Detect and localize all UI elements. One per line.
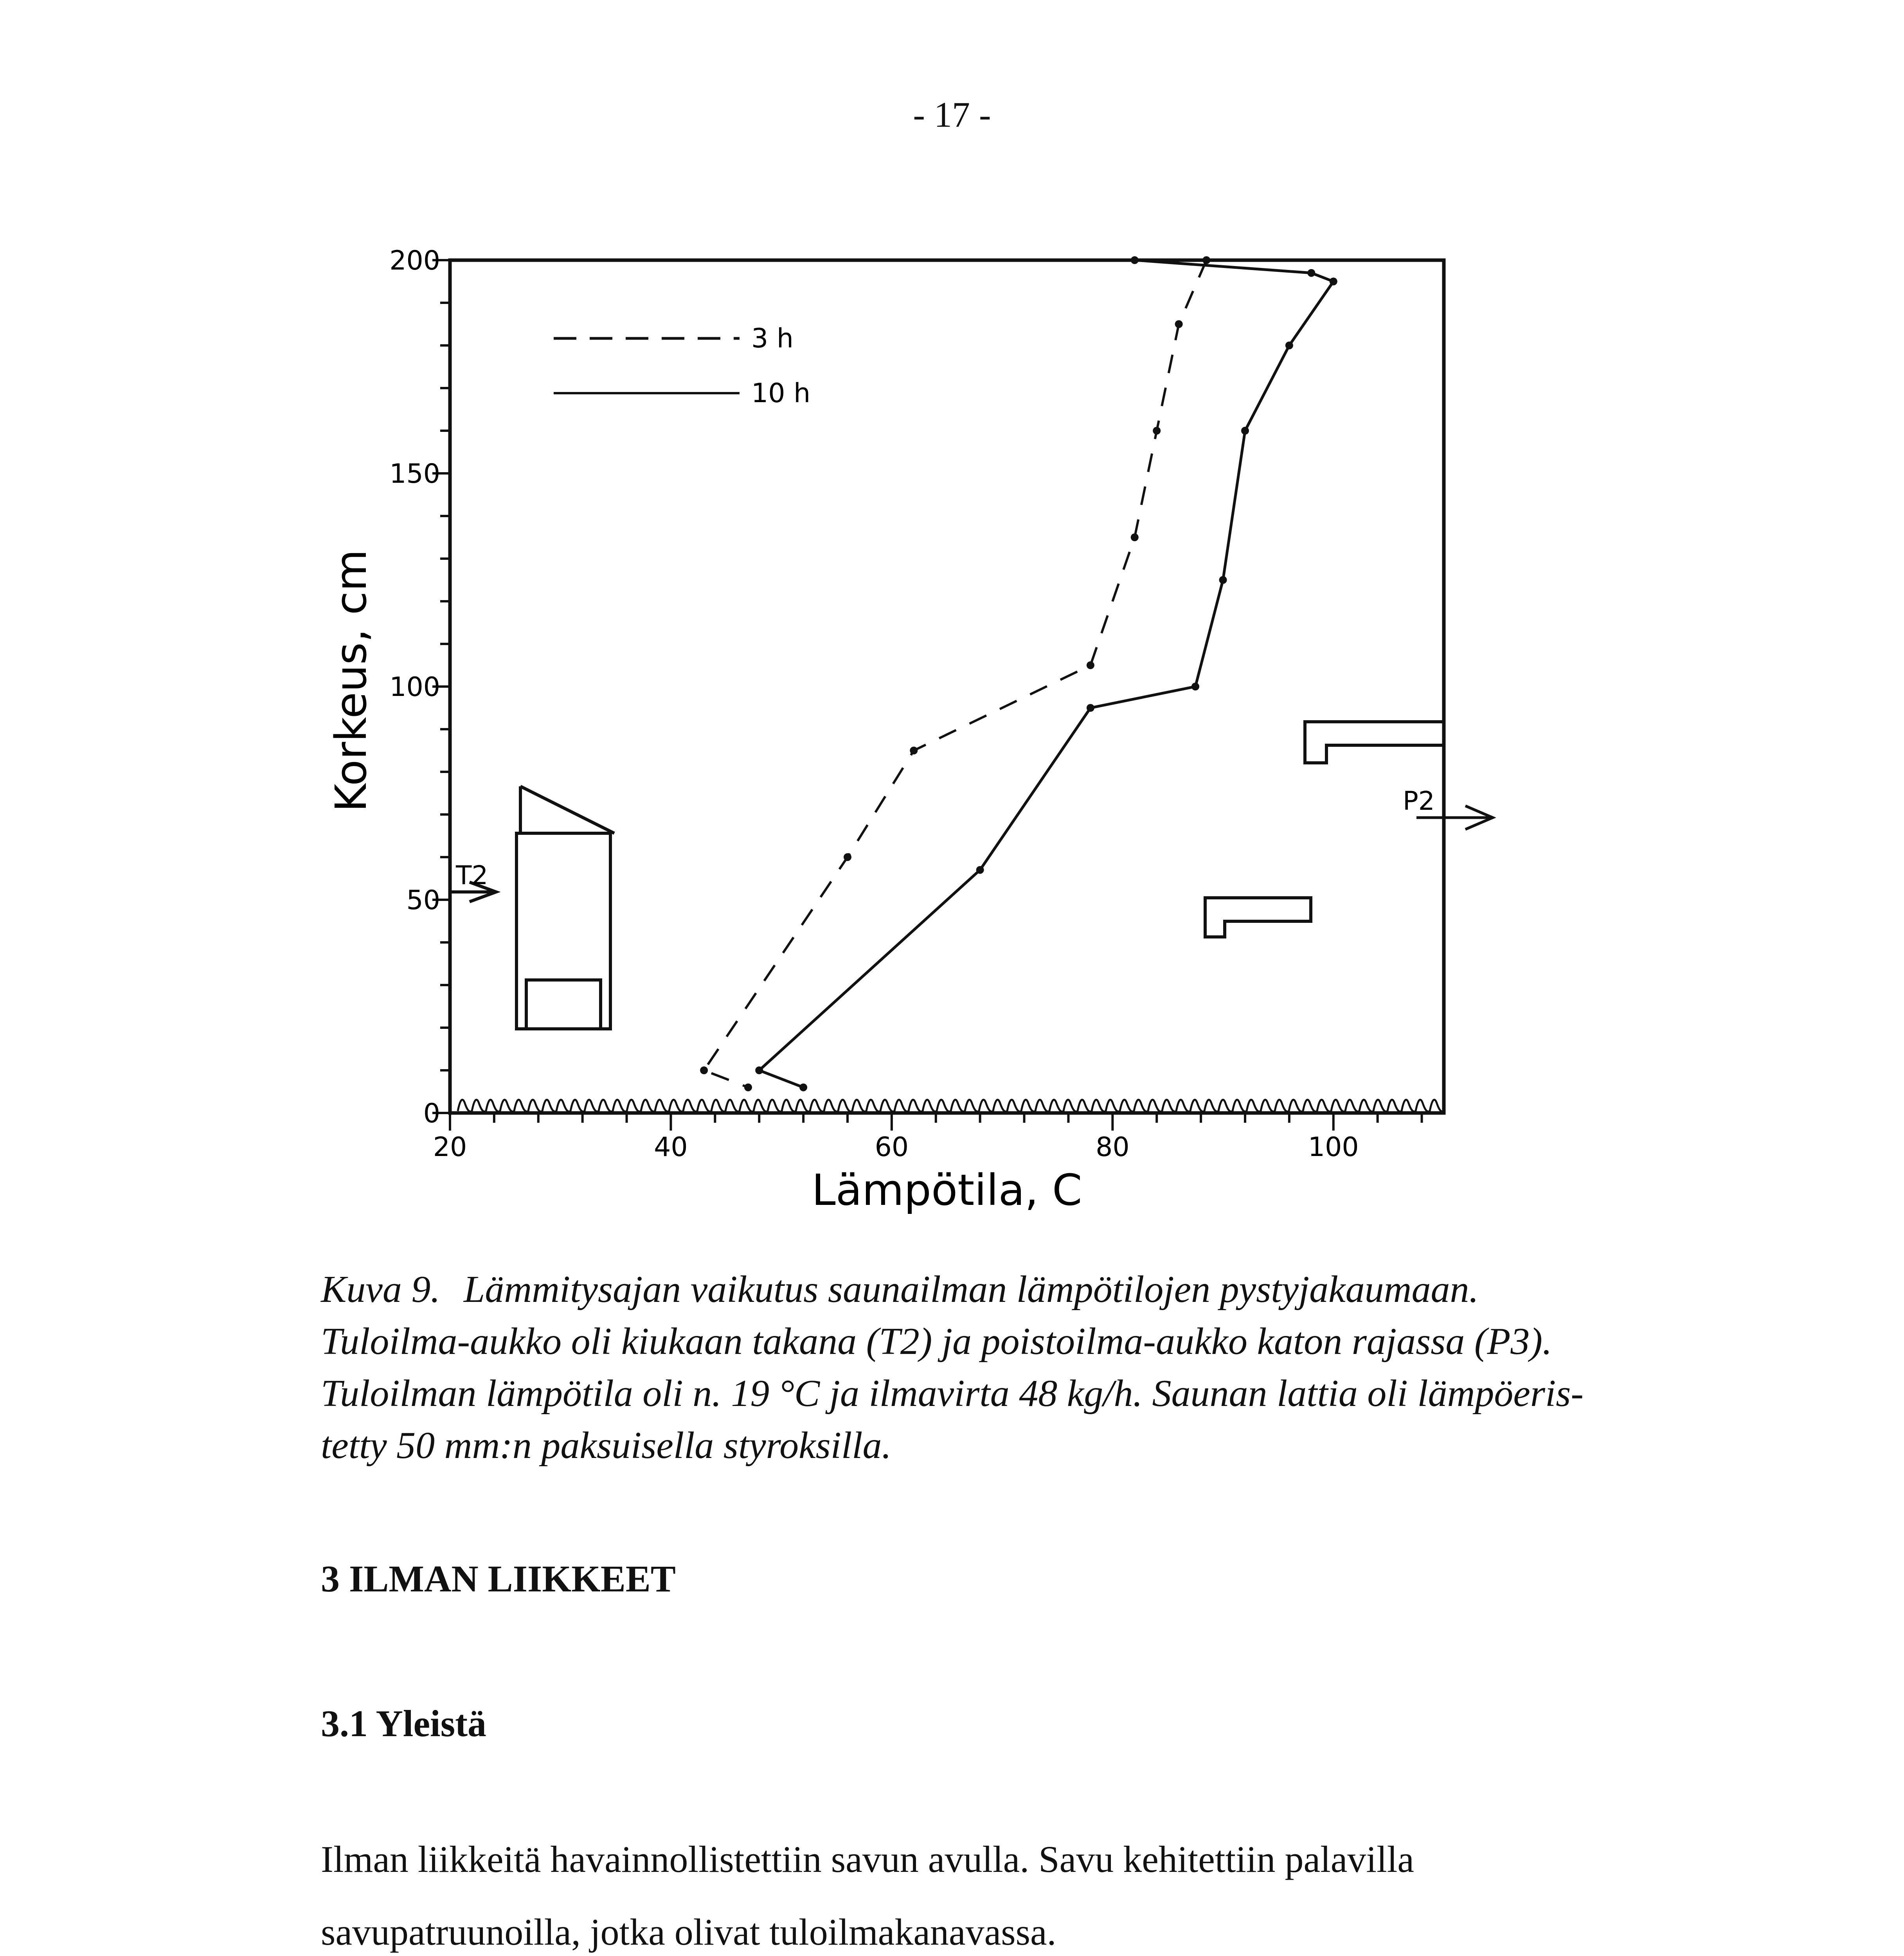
data-point xyxy=(844,853,851,861)
y-tick-label: 100 xyxy=(389,672,440,703)
data-point xyxy=(755,1066,763,1074)
x-tick-label: 80 xyxy=(1096,1132,1130,1163)
data-point xyxy=(1191,683,1199,690)
legend-label-10h: 10 h xyxy=(751,378,811,409)
paragraph-line: savupatruunoilla, jotka olivat tuloilmakanavassa. xyxy=(321,1911,1056,1953)
caption-line: Tuloilma-aukko oli kiukaan takana (T2) ja poistoilma-aukko katon rajassa (P3). xyxy=(321,1320,1552,1363)
figure-caption xyxy=(321,1264,1624,1472)
data-point xyxy=(1087,662,1094,669)
inlet-t2-marker xyxy=(450,860,496,902)
floor-scribble xyxy=(458,1100,1444,1111)
caption-line: Kuva 9. Lämmitysajan vaikutus saunailman lämpötilojen pystyjakaumaan. xyxy=(321,1268,1479,1311)
data-point xyxy=(910,747,918,755)
data-point xyxy=(1175,320,1183,328)
data-point xyxy=(1131,256,1139,264)
paragraph-line: Ilman liikkeitä havainnollistettiin savun avulla. Savu kehitettiin palavilla xyxy=(321,1838,1415,1880)
outlet-label: P2 xyxy=(1403,786,1435,816)
data-point xyxy=(976,866,984,874)
data-point xyxy=(1330,278,1337,286)
data-point xyxy=(1202,256,1210,264)
legend-label-3h: 3 h xyxy=(751,323,794,354)
data-point xyxy=(1131,534,1139,541)
caption-line: tetty 50 mm:n paksuisella styroksilla. xyxy=(321,1424,891,1467)
y-tick-label: 200 xyxy=(389,245,440,276)
y-tick-label: 150 xyxy=(389,458,440,489)
page-number: - 17 - xyxy=(913,95,991,135)
chart-legend xyxy=(554,323,810,409)
stove-drawing xyxy=(516,786,614,1029)
inlet-label: T2 xyxy=(456,860,488,890)
x-axis-title: Lämpötila, C xyxy=(812,1165,1082,1215)
data-point xyxy=(700,1066,708,1074)
floor-insulation-pattern xyxy=(458,1100,1444,1111)
paragraph xyxy=(321,1823,1624,1956)
x-tick-label: 60 xyxy=(875,1132,909,1163)
data-point xyxy=(1307,269,1315,277)
x-tick-label: 100 xyxy=(1308,1132,1359,1163)
bench-drawing xyxy=(1205,898,1311,937)
outlet-p2-marker xyxy=(1403,786,1493,829)
caption-line: Tuloilman lämpötila oli n. 19 °C ja ilmavirta 48 kg/h. Saunan lattia oli lämpöeris- xyxy=(321,1372,1584,1415)
y-tick-label: 50 xyxy=(406,885,440,916)
caption-label: Kuva 9. xyxy=(321,1268,440,1311)
data-point xyxy=(1285,342,1293,349)
y-tick-label: 0 xyxy=(423,1098,440,1129)
data-point xyxy=(799,1084,807,1091)
data-point xyxy=(1087,704,1094,712)
data-point xyxy=(1219,576,1227,584)
series-line-10h xyxy=(759,260,1334,1088)
x-tick-label: 20 xyxy=(433,1132,467,1163)
data-point xyxy=(1153,427,1161,435)
data-point xyxy=(744,1084,752,1091)
data-point xyxy=(1241,427,1249,435)
x-tick-label: 40 xyxy=(654,1132,688,1163)
section-heading: 3 ILMAN LIIKKEET xyxy=(321,1558,676,1600)
y-axis-title: Korkeus, cm xyxy=(326,549,376,812)
outlet-duct xyxy=(1305,722,1444,763)
subsection-heading: 3.1 Yleistä xyxy=(321,1703,487,1744)
